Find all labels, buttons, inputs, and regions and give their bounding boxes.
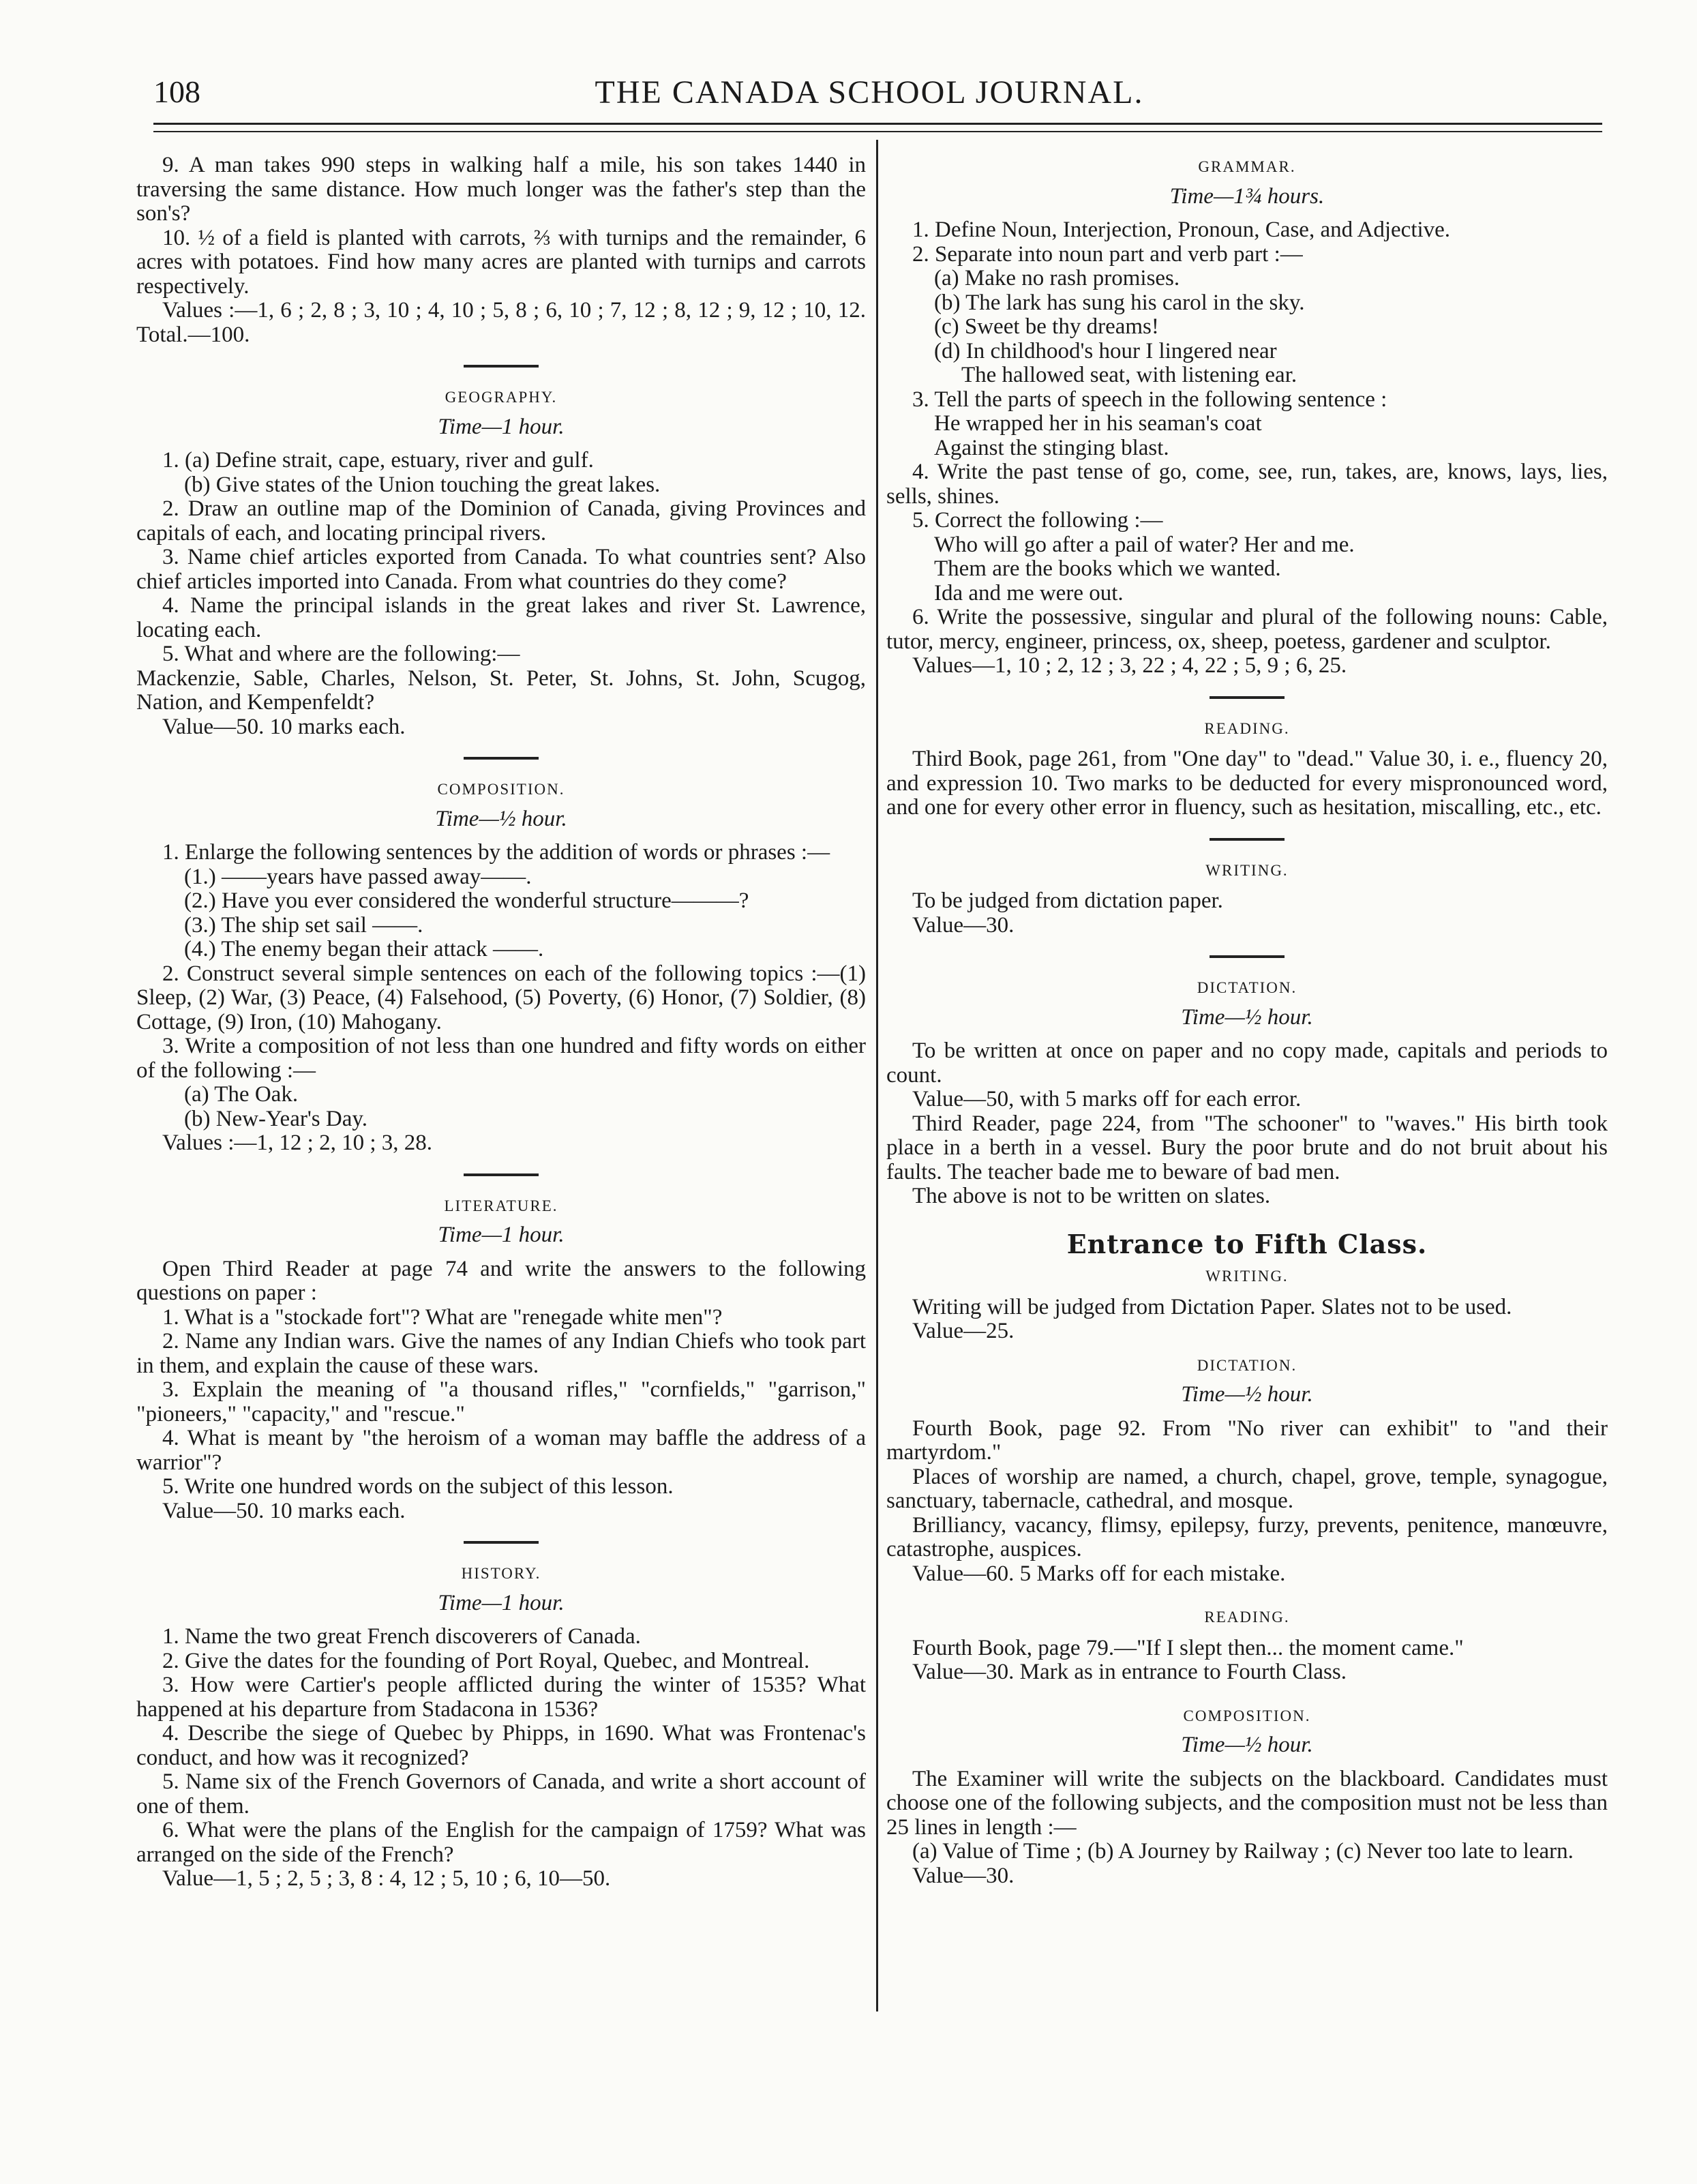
fifth-writing-title: WRITING. <box>1205 1268 1289 1285</box>
geography-q1a: 1. (a) Define strait, cape, estuary, river and gulf. <box>162 448 594 473</box>
literature-q3: 3. Explain the meaning of "a thousand rifles," "cornfields," "garrison," "pioneers," "capacity," and "rescue." <box>136 1377 866 1426</box>
composition-q3: 3. Write a composition of not less than one hundred and fifty words on either of the following :— <box>136 1034 866 1083</box>
grammar-q5-line3: Ida and me were out. <box>934 580 1124 605</box>
dictation-time: Time—½ hour. <box>1181 1004 1313 1030</box>
section-rule <box>464 1173 539 1176</box>
section-title-history: HISTORY. <box>461 1565 541 1582</box>
header-rule-bottom <box>153 131 1602 132</box>
literature-q2: 2. Name any Indian wars. Give the names of any Indian Chiefs who took part in them, and explain the cause of these wars. <box>136 1329 866 1378</box>
arith-question-9: 9. A man takes 990 steps in walking half a mile, his son takes 1440 in traversing the same distance. How much longer was the father's step than the son's? <box>136 153 866 226</box>
journal-title: THE CANADA SCHOOL JOURNAL. <box>595 74 1144 110</box>
grammar-q1: 1. Define Noun, Interjection, Pronoun, Case, and Adjective. <box>912 218 1451 242</box>
fifth-writing-text: Writing will be judged from Dictation Paper. Slates not to be used. <box>912 1294 1512 1319</box>
fifth-reading-value: Value—30. Mark as in entrance to Fourth Class. <box>912 1660 1347 1684</box>
fifth-reading-title: READING. <box>1204 1609 1290 1626</box>
fifth-composition-title: COMPOSITION. <box>1183 1707 1311 1724</box>
geography-time: Time—1 hour. <box>438 414 565 439</box>
composition-q3-b: (b) New-Year's Day. <box>184 1106 367 1131</box>
section-rule <box>1210 838 1285 841</box>
geography-q5-list: Mackenzie, Sable, Charles, Nelson, St. Peter, St. Johns, St. John, Scugog, Nation, and Kempenfeldt? <box>136 665 866 715</box>
fifth-dictation-time: Time—½ hour. <box>1181 1382 1313 1407</box>
fifth-class-heading: Entrance to Fifth Class. <box>1066 1228 1428 1259</box>
history-q2: 2. Give the dates for the founding of Port Royal, Quebec, and Montreal. <box>162 1648 810 1673</box>
history-q6: 6. What were the plans of the English for the campaign of 1759? What was arranged on the side of the French? <box>136 1818 866 1867</box>
section-rule <box>464 365 539 368</box>
grammar-q6: 6. Write the possessive, singular and plural of the following nouns: Cable, tutor, mercy, engineer, princess, ox, sheep, poetess, gardener and sculptor. <box>886 605 1608 654</box>
geography-value: Value—50. 10 marks each. <box>162 714 406 739</box>
grammar-q3: 3. Tell the parts of speech in the following sentence : <box>912 387 1387 412</box>
grammar-q5: 5. Correct the following :— <box>912 508 1163 533</box>
composition-q1-2: (2.) Have you ever considered the wonderful structure———? <box>184 888 749 913</box>
reading-text: Third Book, page 261, from "One day" to "dead." Value 30, i. e., fluency 20, and expression 10. Two marks to be deducted for every mispronounced word, and one for every other error in fluency, such as hesitation, miscalling, etc., etc. <box>886 747 1608 820</box>
geography-q1b: (b) Give states of the Union touching the great lakes. <box>184 472 661 497</box>
geography-q2: 2. Draw an outline map of the Dominion of Canada, giving Provinces and capitals of each, and locating principal rivers. <box>136 496 866 545</box>
section-title-composition: COMPOSITION. <box>437 781 565 798</box>
literature-time: Time—1 hour. <box>438 1223 565 1247</box>
section-title-grammar: GRAMMAR. <box>1198 158 1296 175</box>
literature-intro: Open Third Reader at page 74 and write the answers to the following questions on paper : <box>136 1256 866 1305</box>
arith-question-10: 10. ½ of a field is planted with carrots, ⅔ with turnips and the remainder, 6 acres with potatoes. Find how many acres are planted with turnips and carrots respectively. <box>136 225 866 299</box>
page-number: 108 <box>153 74 200 109</box>
grammar-time: Time—1¾ hours. <box>1169 183 1325 209</box>
geography-q4: 4. Name the principal islands in the great lakes and river St. Lawrence, locating each. <box>136 593 866 642</box>
section-rule <box>464 757 539 760</box>
literature-q1: 1. What is a "stockade fort"? What are "renegade white men"? <box>162 1304 723 1330</box>
section-title-geography: GEOGRAPHY. <box>445 389 558 406</box>
literature-value: Value—50. 10 marks each. <box>162 1498 406 1523</box>
fifth-dictation-value: Value—60. 5 Marks off for each mistake. <box>912 1561 1286 1586</box>
section-rule <box>1210 955 1285 958</box>
history-q4: 4. Describe the siege of Quebec by Phipps, in 1690. What was Frontenac's conduct, and how was it recognized? <box>136 1721 866 1770</box>
grammar-values: Values—1, 10 ; 2, 12 ; 3, 22 ; 4, 22 ; 5, 9 ; 6, 25. <box>912 653 1347 678</box>
grammar-q5-line1: Who will go after a pail of water? Her and me. <box>934 532 1355 557</box>
grammar-q3-line2: Against the stinging blast. <box>934 435 1169 460</box>
history-q1: 1. Name the two great French discoverers of Canada. <box>162 1624 641 1649</box>
grammar-q2-d: (d) In childhood's hour I lingered near <box>934 338 1277 363</box>
grammar-q2-c: (c) Sweet be thy dreams! <box>934 314 1159 339</box>
section-title-writing: WRITING. <box>1205 861 1289 879</box>
section-rule <box>464 1541 539 1544</box>
writing-value: Value—30. <box>912 912 1015 938</box>
literature-q5: 5. Write one hundred words on the subject of this lesson. <box>162 1474 674 1499</box>
right-column <box>886 153 1608 1888</box>
composition-q1-4: (4.) The enemy began their attack ——. <box>184 937 544 961</box>
grammar-q3-line1: He wrapped her in his seaman's coat <box>934 411 1262 436</box>
fifth-composition-instructions: The Examiner will write the subjects on the blackboard. Candidates must choose one of the following subjects, and the composition must not be less than 25 lines in length :— <box>886 1766 1608 1840</box>
column-divider <box>876 140 878 2011</box>
section-title-reading: READING. <box>1204 719 1290 737</box>
dictation-value: Value—50, with 5 marks off for each error. <box>912 1087 1302 1111</box>
grammar-q2-d-cont: The hallowed seat, with listening ear. <box>961 363 1297 387</box>
fifth-dictation-words-1: Places of worship are named, a church, chapel, grove, temple, synagogue, sanctuary, tabernacle, cathedral, and mosque. <box>886 1464 1608 1513</box>
grammar-q2: 2. Separate into noun part and verb part :— <box>912 241 1303 267</box>
grammar-q4: 4. Write the past tense of go, come, see, run, takes, are, knows, lays, lies, sells, shines. <box>886 460 1608 509</box>
history-value: Value—1, 5 ; 2, 5 ; 3, 8 : 4, 12 ; 5, 10 ; 6, 10—50. <box>162 1866 611 1891</box>
grammar-q2-b: (b) The lark has sung his carol in the sky. <box>934 290 1305 315</box>
composition-time: Time—½ hour. <box>435 806 567 831</box>
composition-values: Values :—1, 12 ; 2, 10 ; 3, 28. <box>162 1131 432 1155</box>
composition-q1-1: (1.) ——years have passed away——. <box>184 864 532 889</box>
history-q5: 5. Name six of the French Governors of Canada, and write a short account of one of them. <box>136 1769 866 1819</box>
fifth-composition-value: Value—30. <box>912 1863 1015 1888</box>
section-title-literature: LITERATURE. <box>444 1197 558 1214</box>
left-column <box>136 153 866 1891</box>
dictation-instructions: To be written at once on paper and no copy made, capitals and periods to count. <box>886 1038 1608 1088</box>
history-time: Time—1 hour. <box>438 1590 565 1615</box>
fifth-composition-time: Time—½ hour. <box>1181 1733 1313 1757</box>
fifth-dictation-passage: Fourth Book, page 92. From "No river can exhibit" to "and their martyrdom." <box>886 1416 1608 1465</box>
fifth-reading-text: Fourth Book, page 79.—"If I slept then... the moment came." <box>912 1635 1464 1660</box>
geography-q5: 5. What and where are the following:— <box>162 642 520 666</box>
fifth-writing-value: Value—25. <box>912 1319 1015 1343</box>
composition-q2: 2. Construct several simple sentences on each of the following topics :—(1) Sleep, (2) War, (3) Peace, (4) Falsehood, (5) Poverty, (6) Honor, (7) Soldier, (8) Cottage, (9) Iron, (10) Mahogany. <box>136 961 866 1034</box>
section-rule <box>1210 696 1285 699</box>
composition-q1: 1. Enlarge the following sentences by the addition of words or phrases :— <box>162 840 830 865</box>
dictation-note: The above is not to be written on slates. <box>912 1184 1271 1208</box>
grammar-q2-a: (a) Make no rash promises. <box>934 266 1180 290</box>
writing-text: To be judged from dictation paper. <box>912 888 1223 913</box>
header-rule-top <box>153 123 1602 125</box>
section-title-dictation: DICTATION. <box>1197 979 1297 996</box>
grammar-q5-line2: Them are the books which we wanted. <box>934 556 1281 581</box>
fifth-dictation-words-2: Brilliancy, vacancy, flimsy, epilepsy, furzy, prevents, penitence, manœuvre, catastrophe, auspices. <box>886 1512 1608 1561</box>
history-q3: 3. How were Cartier's people afflicted during the winter of 1535? What happened at his departure from Stadacona in 1536? <box>136 1673 866 1722</box>
arith-values: Values :—1, 6 ; 2, 8 ; 3, 10 ; 4, 10 ; 5, 8 ; 6, 10 ; 7, 12 ; 8, 12 ; 9, 12 ; 10, 12. Total.—100. <box>136 298 866 347</box>
composition-q1-3: (3.) The ship set sail ——. <box>184 912 423 938</box>
literature-q4: 4. What is meant by "the heroism of a woman may baffle the address of a warrior"? <box>136 1426 866 1475</box>
fifth-dictation-title: DICTATION. <box>1197 1356 1297 1374</box>
dictation-passage: Third Reader, page 224, from "The schooner" to "waves." His birth took place in a berth in a vessel. Bury the poor brute and do not bruit about his faults. The teacher bade me to beware of bad men. <box>886 1111 1608 1184</box>
fifth-composition-topics: (a) Value of Time ; (b) A Journey by Railway ; (c) Never too late to learn. <box>912 1839 1574 1864</box>
page-header <box>153 74 1585 115</box>
composition-q3-a: (a) The Oak. <box>184 1082 299 1107</box>
geography-q3: 3. Name chief articles exported from Canada. To what countries sent? Also chief articles imported into Canada. From what countries do they come? <box>136 545 866 594</box>
